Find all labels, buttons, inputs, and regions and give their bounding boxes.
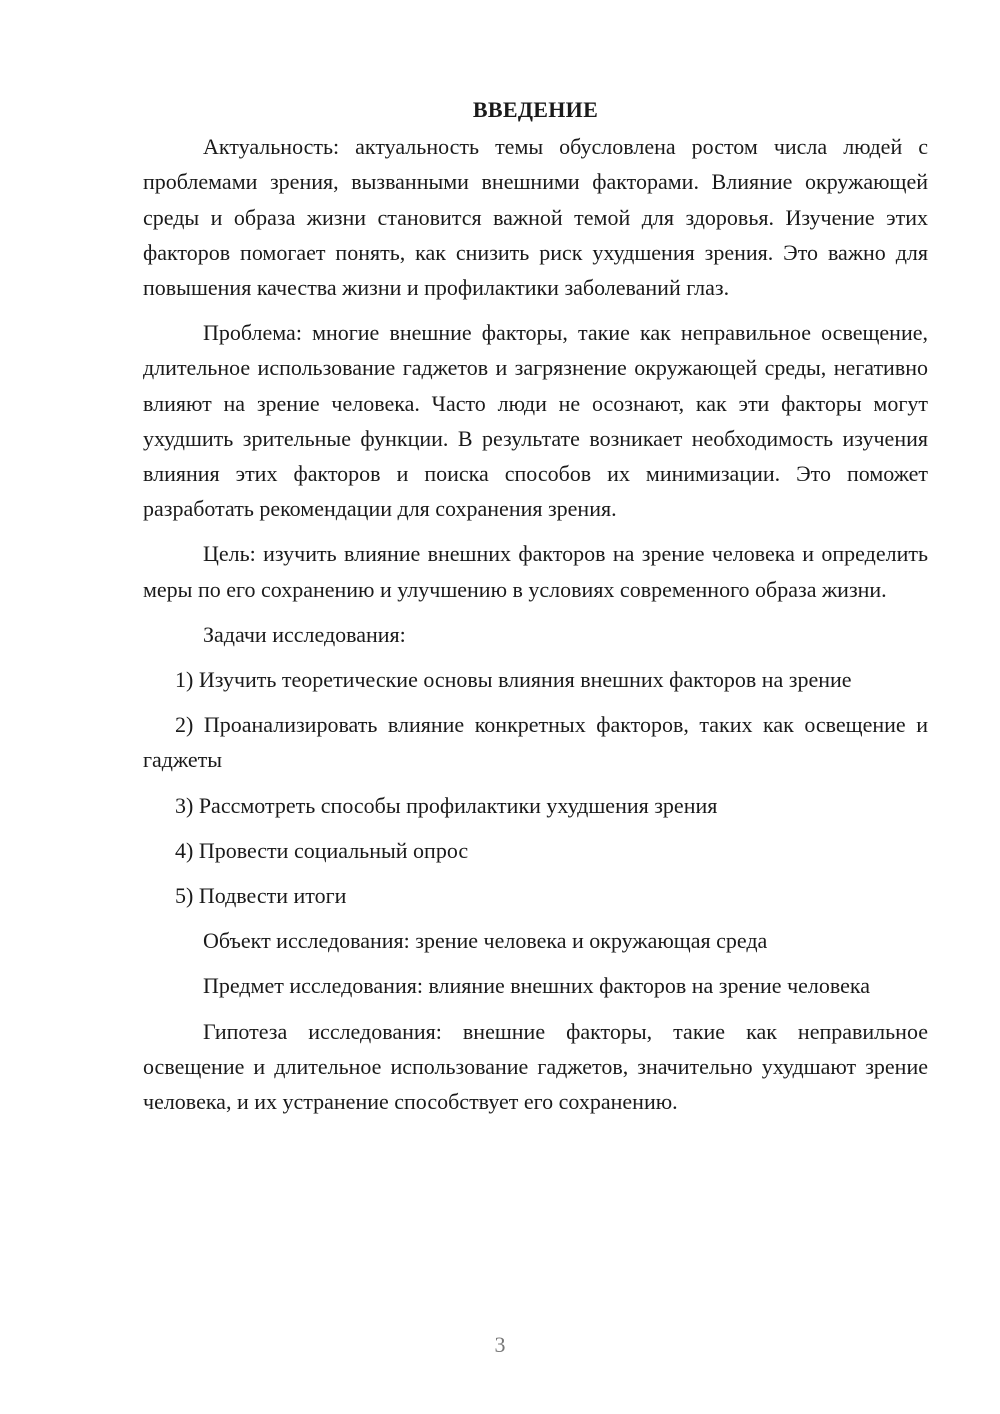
task-item: 3) Рассмотреть способы профилактики ухудшения зрения — [175, 792, 718, 818]
tasks-heading: Задачи исследования: — [203, 621, 406, 647]
document-page — [143, 92, 928, 1119]
goal-paragraph: Цель: изучить влияние внешних факторов на зрение человека и определить меры по его сохранению и улучшению в условиях современного образа жизни. — [143, 541, 928, 602]
task-item: 1) Изучить теоретические основы влияния внешних факторов на зрение — [175, 667, 852, 693]
problem-paragraph: Проблема: многие внешние факторы, такие как неправильное освещение, длительное использование гаджетов и загрязнение окружающей среды, негативно влияют на зрение человека. Часто люди не осознают, как эти факторы могут ухудшить зрительные функции. В результате возникает необходимость изучения влияния этих факторов и поиска способов их минимизации. Это поможет разработать рекомендации для сохранения зрения. — [143, 320, 928, 522]
section-title: ВВЕДЕНИЕ — [472, 97, 599, 122]
task-item: 2) Проанализировать влияние конкретных факторов, таких как освещение и гаджеты — [143, 712, 928, 773]
object-paragraph: Объект исследования: зрение человека и окружающая среда — [203, 928, 768, 954]
hypothesis-paragraph: Гипотеза исследования: внешние факторы, такие как неправильное освещение и длительное использование гаджетов, значительно ухудшают зрение человека, и их устранение способствует его сохранению. — [143, 1018, 928, 1115]
task-item: 5) Подвести итоги — [175, 883, 347, 909]
page-number: 3 — [494, 1332, 506, 1357]
relevance-paragraph: Актуальность: актуальность темы обусловлена ростом числа людей с проблемами зрения, вызванными внешними факторами. Влияние окружающей среды и образа жизни становится важной темой для здоровья. Изучение этих факторов помогает понять, как снизить риск ухудшения зрения. Это важно для повышения качества жизни и профилактики заболеваний глаз. — [143, 134, 928, 301]
tasks-list — [143, 662, 928, 913]
subject-paragraph: Предмет исследования: влияние внешних факторов на зрение человека — [203, 973, 871, 999]
task-item: 4) Провести социальный опрос — [175, 837, 469, 863]
